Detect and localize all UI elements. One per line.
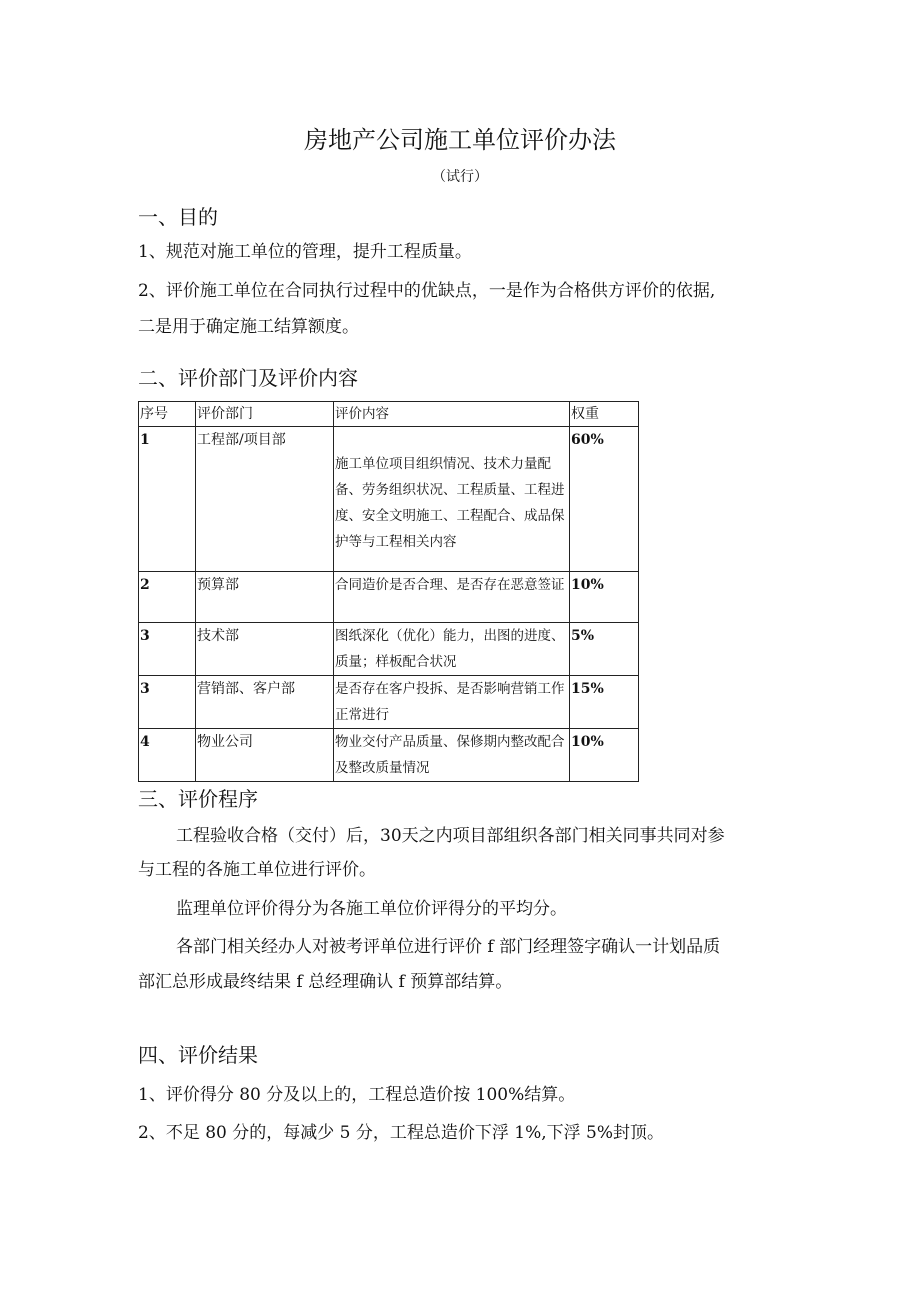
table-row bbox=[139, 623, 639, 676]
section-heading-procedure: 三、评价程序 bbox=[138, 787, 258, 811]
row-dept: 工程部/项目部 bbox=[196, 427, 334, 572]
header-no: 序号 bbox=[139, 402, 196, 427]
table-row bbox=[139, 572, 639, 623]
row-no: 4 bbox=[139, 729, 196, 782]
row-weight: 5% bbox=[570, 623, 639, 676]
row-no: 3 bbox=[139, 676, 196, 729]
row-weight: 60% bbox=[570, 427, 639, 572]
row-dept: 营销部、客户部 bbox=[196, 676, 334, 729]
row-no: 3 bbox=[139, 623, 196, 676]
row-weight: 15% bbox=[570, 676, 639, 729]
section-heading-departments: 二、评价部门及评价内容 bbox=[138, 366, 358, 390]
procedure-line-2: 与工程的各施工单位进行评价。 bbox=[138, 860, 376, 880]
table-row bbox=[139, 676, 639, 729]
document-title: 房地产公司施工单位评价办法 bbox=[304, 126, 616, 154]
section-heading-results: 四、评价结果 bbox=[138, 1043, 258, 1067]
procedure-line-3: 监理单位评价得分为各施工单位价评得分的平均分。 bbox=[176, 899, 567, 919]
result-item-2: 2、不足 80 分的，每减少 5 分，工程总造价下浮 1%,下浮 5%封顶。 bbox=[138, 1123, 665, 1143]
purpose-item-1: 1、规范对施工单位的管理，提升工程质量。 bbox=[138, 242, 472, 262]
row-no: 2 bbox=[139, 572, 196, 623]
header-weight: 权重 bbox=[570, 402, 639, 427]
row-no: 1 bbox=[139, 427, 196, 572]
purpose-item-2-cont: 二是用于确定施工结算额度。 bbox=[138, 317, 359, 337]
row-weight: 10% bbox=[570, 572, 639, 623]
header-content: 评价内容 bbox=[334, 402, 570, 427]
row-dept: 物业公司 bbox=[196, 729, 334, 782]
procedure-line-4: 各部门相关经办人对被考评单位进行评价 f 部门经理签字确认一计划品质 bbox=[176, 937, 721, 957]
row-content: 是否存在客户投拆、是否影响营销工作正常进行 bbox=[334, 676, 570, 729]
row-content: 施工单位项目组织情况、技术力量配备、劳务组织状况、工程质量、工程进度、安全文明施工、工程配合、成品保护等与工程相关内容 bbox=[334, 427, 570, 572]
table-row bbox=[139, 427, 639, 572]
result-item-1: 1、评价得分 80 分及以上的，工程总造价按 100%结算。 bbox=[138, 1085, 576, 1105]
row-dept: 技术部 bbox=[196, 623, 334, 676]
row-content: 合同造价是否合理、是否存在恶意签证 bbox=[334, 572, 570, 623]
procedure-line-1: 工程验收合格（交付）后，30天之内项目部组织各部门相关同事共同对参 bbox=[176, 826, 725, 846]
procedure-line-5: 部汇总形成最终结果 f 总经理确认 f 预算部结算。 bbox=[138, 972, 513, 992]
table-header-row bbox=[139, 402, 639, 427]
row-content: 物业交付产品质量、保修期内整改配合及整改质量情况 bbox=[334, 729, 570, 782]
evaluation-table bbox=[138, 401, 639, 782]
section-heading-purpose: 一、目的 bbox=[138, 205, 218, 229]
row-dept: 预算部 bbox=[196, 572, 334, 623]
header-dept: 评价部门 bbox=[196, 402, 334, 427]
row-content: 图纸深化（优化）能力，出图的进度、质量；样板配合状况 bbox=[334, 623, 570, 676]
purpose-item-2: 2、评价施工单位在合同执行过程中的优缺点，一是作为合格供方评价的依据, bbox=[138, 281, 716, 301]
table-row bbox=[139, 729, 639, 782]
document-subtitle: （试行） bbox=[432, 169, 488, 185]
row-weight: 10% bbox=[570, 729, 639, 782]
